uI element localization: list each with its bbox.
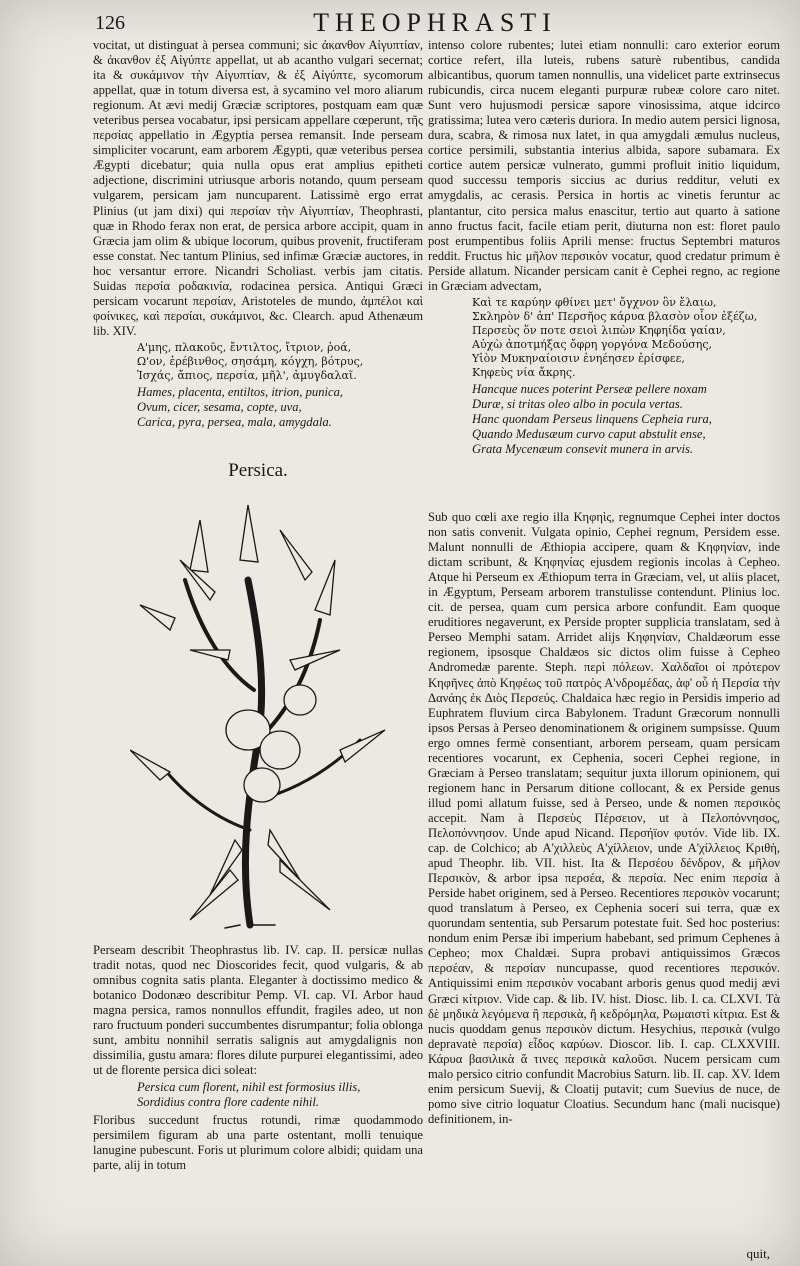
right-column-lower xyxy=(428,510,780,1127)
verse-line: Ἰσχάς, ἄπιος, περσία, μῆλ', ἀμυγδαλαῖ. xyxy=(137,368,357,382)
verse-line: Quando Medusæum curvo caput abstulit ense, xyxy=(472,426,706,441)
verse-line: Hanc quondam Perseus linquens Cepheia rura, xyxy=(472,411,712,426)
left-paragraph-2: Perseam describit Theophrastus lib. IV. cap. II. persicæ nullas tradit notas, quod nec Dioscorides fecit, quod vulgaris, & ab omnibus cognita satis planta. Eleganter à doctissimo medico & botanico Dodonæo describitur Pemp. VI. cap. VI. Arbor haud magna persica, ramos nonnullos effundit, fragiles adeo, ut non raro fructuum ponderi succumbentes disrumpantur; folia oblonga sunt, ambitu nonnihil serratis salignis aut amygdalignis non dissimilia, gustu amara: flores dilute purpurei elegantissimi, adeo ut de florente persica dici soleat: xyxy=(93,943,423,1078)
verse-line: Grata Mycenæum consevit munera in arvis. xyxy=(472,441,694,456)
right-paragraph-1: intenso colore rubentes; lutei etiam nonnulli: caro exterior eorum cortice refert, illa luteis, rubens saturè rubentibus, candida albicantibus, quorum tamen nonnullis, una videlicet parte extrinsecus rubicundis, circa nucem eleganti purpuræ rubeæ colore caro nitet. Sunt vero hujusmodi persicæ sapore vinosissima, atque idcirco gratissima; lutea vero cæteris duriora. In medio autem persici lignosa, dura, scabra, & rimosa nux latet, in qua amygdali æmulus nucleus, cortice persimili, substantia interius albida, sapore subamara. Ex cortice autem persicæ vulnerato, gummi profluit initio liquidum, quod successu temporis siccius ac durius redditur, veluti ex amygdalis, ac cerasis. Persica in hortis ac vinetis feruntur ac plantantur, cito persica malus enascitur, tertio aut quarto à satione anno fructus facit, facile etiam perit, diuturna non est: floret paulo post erumpentibus foliis Aprili mense: fructus Septembri maturos reddit. Fructus hic μῆλον περσικὸν vocatur, quod credatur primum è Perside allatum. Nicander persicam canit è Cephei regno, ac regione in Græciam advectam, xyxy=(428,38,780,293)
verse-line: Κηφεὺς νία ἄκρης. xyxy=(472,365,576,379)
left-column-lower xyxy=(93,943,423,1173)
plate-title: Persica. xyxy=(228,460,288,481)
right-latin-verse xyxy=(428,382,780,457)
verse-line: Persica cum florent, nihil est formosius illis, xyxy=(137,1080,361,1095)
verse-line: Σκληρὸν δ' ἀπ' Περσῆος κάρυα βλασὸν οἷον ἐξέζω, xyxy=(472,309,758,323)
left-paragraph-3: Floribus succedunt fructus rotundi, rimæ quodammodo persimilem figuram ab una parte ostentant, molli tenuique lanugine pubescunt. Foris ut plurimum colore albidi; quidam una parte, alij in totum xyxy=(93,1112,423,1172)
verse-line: Carica, pyra, persea, mala, amygdala. xyxy=(137,415,332,430)
persica-woodcut-illustration xyxy=(130,500,390,930)
right-paragraph-2: Sub quo cœli axe regio illa Κηφηὶς, regnumque Cephei inter doctos non satis convenit. Vulgata opinio, Cephei regnum, Persidem esse. Malunt nonnulli de Æthiopia accipere, quam & Κηφηνίαν, inde dictam scribunt, & Κηφηνίας ejusdem regionis incolas à Cepheo. Atque hi Perseum ex Æthiopum terra in Græciam, vel, ut aliis placet, in Ægyptum, Perseam arborem transtulisse contendunt. Plinius loc. cit. de persea, quam cum persica arbore confundit. Eam quoque eruditiores negaverunt, ex Perside propter supplicia translatam, sed à Perseo Memphi satam. Arridet alijs Κηφηνίαν, Chaldæorum esse regionem, ipsosque Chaldæos sic dictos olim fuisse à Cepheo Andromedæ parente. Steph. περὶ πόλεων. Χαλδαῖοι οἱ πρότερον Κηφῆνες ἀπὸ Κηφέως τοῦ πατρὸς Α'νδρομέδας, ἀφ' οὗ ἡ Περσία τὴν Δανάης ἐκ Διὸς Περσεύς. Chaldaica hæc regio in Persidis imperio ad Euphratem fluvium circa Babylonem. Tradunt Græcorum nonnulli ipsos Persas à Perseo denominationem & originem sumpsisse. Quum ergo omnes fermè consentiant, arborem perseam, quam persicam recentiores vocarunt, ex Cephenia, soceri Cephei regione, in Græciam à Perseo translatam; sequitur juxta illorum opinionem, qui regionem hanc in Persarum ditione collocant, & ex Perside genus illud pomi allatum fuisse, sed à Perseo, unde & nomen περσικὸς accepit. Nam à Περσεὺς Πέρσειον, ut à Πελοπόννησος, Πελοπόννησον. Unde apud Nicand. Περσήϊον φυτόν. Vide lib. IX. cap. de Colchico; ab Α'χιλλεὺς Α'χίλλειον, unde Α'χίλλειος Κριθὴ, apud Theophr. lib. VII. hist. Ita & Περσέου δένδρον, & μῆλον Περσικὸν, & arbor ipsa περσέα, & περσία. Nec enim περσία à Perside habet originem, sed à Perseo. Recentiores περσικὸν vocarunt; quod translatum à Perseo, ex Cephenia soceri sui terra, quæ ex quorundam sententia, sub Persarum potestate fuit. Sed hoc posterius: nondum enim Persæ ibi imperium habebant, sed primum Cephenes à Cepheo; mox Chaldæi. Supra probavi antiquissimos Græcos περσέαν, & περσίαν nuncupasse, quod recentiores περσικόν. Antiquissimi enim περσικὸν vocabant arboris genus quod medij ævi Græci κίτριον. Vide cap. & lib. IV. hist. Diosc. lib. I. ca. CLXVI. Τὰ δὲ μηδικὰ λεγόμενα ἢ περσικὰ, ἢ κεδρόμηλα, Ρωμαιστὶ κίτρια. Est & nucis quoddam genus περσικὸν dictum. Hesychius, περσικὰ (vulgo depravatè περσία) εἶδος καρύων. Dioscor. lib. I. cap. CLXXVIII. Κάρυα βασιλικὰ ἅ τινες περσικὰ καλοῦσι. Nucem persicam cum malo persico citrio confundit Macrobius Saturn. lib. II. cap. XV. Idem enim persicum Suevij, & Cloatij putavit; cum Suevius de nuce, de pomo sive citrio loquatur Cloatius. Secundum hanc (mali nucisque) definitionem, in- xyxy=(428,510,780,1126)
page-number: 126 xyxy=(95,12,125,34)
verse-line: Duræ, si tritas oleo albo in pocula vertas. xyxy=(472,396,683,411)
left-paragraph-1: vocitat, ut distinguat à persea communi; sic ἀκανθον Αἰγυπτίαν, & ἀκανθον ἐξ Αἰγύπτε appellat, ut ab acantho vulgari secernat; ita & συκάμινον τὴν Αἰγυπτίαν, & ἐξ Αἰγύπτε, sycomorum appellat, quæ in totum diversa est, à sycamino vel moro aliarum regionum. At ævi medij Græciæ scriptores, postquam eam quæ veteribus persea vocabatur, ipsi persicam appellare cœperunt, τῆς περσίας appellatio in Ægyptia persea remansit. Inde perseam simpliciter vocarunt, eam arborem Ægypti, quæ veteribus persea Ægypti dicebatur; quia nulla opus erat amplius epitheti adjectione, discrimini utriusque arboris notando, quum perseam vulgarem, persicam jam nuncuparent. Latissimè ergo errat Plinius (ut jam dixi) qui περσίαν τὴν Αἰγυπτίαν, Theophrasti, quæ in Rhodo ferax non erat, de persica arbore accipit, quam in Græcia jam olim & ubique locorum, quibus provenit, fructiferam esse constat. Nec tantum Plinius, sed infimæ Græciæ auctores, in hoc versantur errore. Nicandri Scholiast. verbis jam citatis. Suidas περσία ροδακινία, rodacinea persica. Antiqui Græci persicam vocarunt περσίαν, Aristoteles de mundo, ἀμπέλοι καὶ φοίνικες, καὶ περσίαι, συκάμινοι, &c. Clearch. apud Athenæum lib. XIV. xyxy=(93,38,423,338)
page-header xyxy=(95,8,775,38)
verse-line: Περσεὺς ὅν ποτε σειοὶ λιπὼν Κηφηίδα γαίαν, xyxy=(472,323,726,337)
right-greek-verse xyxy=(428,296,780,380)
verse-line: Α'μης, πλακοῦς, ἔντιλτος, ἴτριον, ῥοά, xyxy=(137,340,352,354)
verse-line: Hames, placenta, entiltos, itrion, punica, xyxy=(137,384,344,399)
verse-line: Καὶ τε καρύην φθίνει μετ' ὄγχνον ὃν ἔλαιω, xyxy=(472,295,717,309)
running-head: THEOPHRASTI xyxy=(313,8,557,37)
left-greek-verse xyxy=(93,341,423,383)
verse-line: Sordidius contra flore cadente nihil. xyxy=(137,1095,320,1110)
verse-line: Ovum, cicer, sesama, copte, uva, xyxy=(137,399,302,414)
left-column-upper xyxy=(93,38,423,432)
catchword: quit, xyxy=(746,1246,770,1261)
verse-line: Ω'ον, ἐρέβινθος, σησάμη, κόγχη, βότρυς, xyxy=(137,354,364,368)
left-quote-verse xyxy=(93,1080,423,1110)
verse-line: Αὐχὼ ἀποτμήξας ὄφρη γοργόνα Μεδούσης, xyxy=(472,337,713,351)
right-column-upper xyxy=(428,38,780,459)
verse-line: Υἱὸν Μυκηναίοισιν ἐνηέησεν ἐρίσφεε, xyxy=(472,351,685,365)
verse-line: Hancque nuces poterint Perseæ pellere noxam xyxy=(472,381,707,396)
left-latin-verse xyxy=(93,385,423,430)
